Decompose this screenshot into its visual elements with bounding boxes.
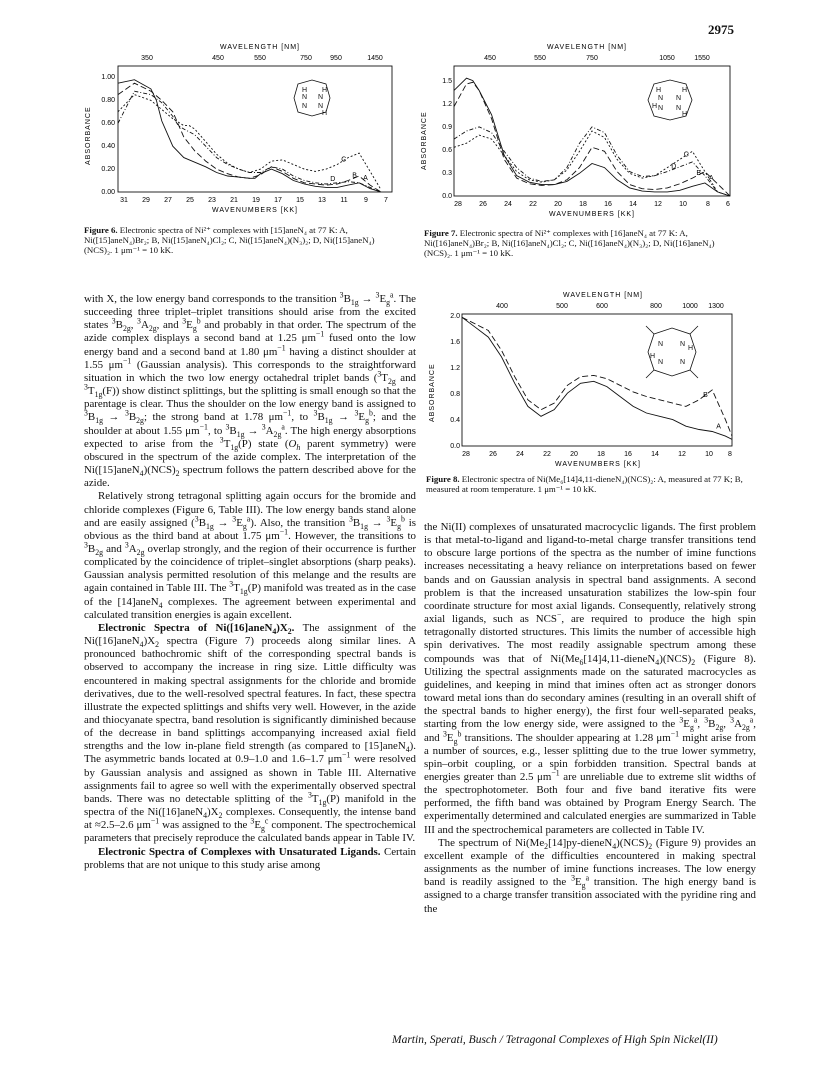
- figure-8-y-tick: 0.8: [450, 391, 460, 398]
- figure-8-bottom-tick: 28: [462, 451, 470, 458]
- figure-7-bottom-tick: 10: [679, 201, 687, 208]
- figure-6-top-axis-title: WAVELENGTH [NM]: [220, 44, 300, 51]
- figure-6-series-label: B: [352, 172, 357, 180]
- paragraph: with X, the low energy band corresponds to the transition $^3B_{1g} \to ^3E_g^a$. The succeeding three triplet–triplet transitions should arise from the excited states $^3B_{2g}$, $^3A_{2g}$, and $^3E_g^b$ and probably in that order. The spectrum of the azide complex displays a second band at 1.25 $\mu m^{-1}$ fused onto the low energy band and a second band at 1.80 $\mu m^{-1}$ having a distinct shoulder at 1.55 $\mu m^{-1}$ (Gaussian analysis). This corresponds to the straightforward situation in which the two low energy octahedral triplet bands ($^3T_{2g}$ and $^3T_{1g}(F)$) show distinct splittings, but the splitting is small enough so that the parentage is clear. Thus the shoulder on the low energy band is assigned to $^3B_{1g} \to ^3B_{2g}$; the strong band at 1.78 $\mu m^{-1}$, to $^3B_{1g} \to ^3E_g^b$; and the shoulder at about 1.55 $\mu m^{-1}$, to $^3B_{1g} \to ^3A_{2g}^a$. The high energy absorptions expected to arise from the $^3T_{1g}(P)$ state ($O_h$ parent symmetry) were obscured in the spectrum of the azide complex. The interpretation of the $Ni([15]aneN_4)(NCS)_2$ spectrum follows the pattern described above for the azide.: [84, 290, 417, 490]
- figure-6-bottom-tick: 23: [208, 197, 216, 204]
- figure-8-y-label: ABSORBANCE: [429, 363, 436, 422]
- figure-6-y-tick: 0.00: [101, 189, 115, 196]
- figure-8-bottom-tick: 18: [597, 451, 605, 458]
- figure-6-bottom-tick: 15: [296, 197, 304, 204]
- figure-6-top-tick: 450: [212, 55, 224, 62]
- figure-6-bottom-tick: 21: [230, 197, 238, 204]
- struct-atom-label: H: [656, 87, 662, 94]
- figure-8-y-tick: 1.2: [450, 365, 460, 372]
- figure-8-bottom-tick: 16: [624, 451, 632, 458]
- struct-atom-label: N: [680, 341, 686, 348]
- figure-7-bottom-tick: 24: [504, 201, 512, 208]
- figure-6-y-tick: 0.80: [101, 97, 115, 104]
- figure-8-top-tick: 400: [496, 303, 508, 310]
- figure-7-bottom-tick: 20: [554, 201, 562, 208]
- figure-7-bottom-tick: 18: [579, 201, 587, 208]
- figure-6-top-tick: 1450: [367, 55, 383, 62]
- figure-6-series-label: C: [341, 156, 347, 164]
- struct-atom-label: H: [650, 353, 656, 360]
- figure-8-series-label: A: [716, 423, 721, 431]
- figure-8-bottom-tick: 8: [728, 451, 732, 458]
- figure-7-bottom-tick: 14: [629, 201, 637, 208]
- figure-7-top-tick: 450: [484, 55, 496, 62]
- figure-6-series-d-line: [118, 91, 381, 192]
- figure-6-bottom-tick: 7: [384, 197, 388, 204]
- figure-8-frame: [462, 314, 732, 446]
- figure-7-y-ticks: [442, 78, 452, 200]
- figure-8-top-tick: 600: [596, 303, 608, 310]
- figure-7-bottom-ticks: [454, 201, 730, 208]
- paragraph: the Ni(II) complexes of unsaturated macrocyclic ligands. The first problem is that metal-to-ligand and ligand-to-metal charge transfer transitions tend to obscure large portions of the spectra as the number of imine functions increases necessitating a heavy reliance on interpretations based on fewer bands and on Gaussian analysis in spectral band assignments. A second problem is that the increased unsaturation stabilizes the low-spin four coordinate structure for most axial ligands. Consequently, relatively strong axial ligands, such as NCS−, are required to produce the high spin tetragonally distorted structures. This limits the number of accessible high spin derivatives. The most readily assignable spectrum among these compounds was that of $Ni(Me_6[14]4,11-dieneN_4)(NCS)_2$ (Figure 8). Utilizing the spectral assignments made on the saturated macrocycles as guidelines, and keeping in mind that imines often act as stronger donors toward metal ions than do secondary amines (resulting in an overall shift of the spectral bands to higher energy), the first four well-separated peaks, starting from the low energy side, were assigned to the $^3E_g^a$, $^3B_{2g}$, $^3A_{2g}^a$, and $^3E_g^b$ transitions. The shoulder appearing at 1.28 $\mu m^{-1}$ might arise from a number of sources, e.g., lesser splitting due to the true lower symmetry, spin–orbit coupling, or a spin forbidden transition. Spectral bands at energies greater than 2.5 $\mu m^{-1}$ are unreliable due to extreme slit widths of the spectrophotometer. Both four and five band iterative fits were performed, the fifth band was obtained by Program Energy Search. The experimentally determined and calculated energies are summarized in Table III and the spectrochemical parameters are collected in Table IV.: [424, 521, 757, 836]
- struct-atom-label: H: [652, 103, 658, 110]
- figure-6-top-ticks: [141, 55, 383, 62]
- figure-7-top-tick: 1050: [659, 55, 675, 62]
- paragraph: Electronic Spectra of $Ni([16]aneN_4)X_2$. The assignment of the $Ni([16]aneN_4)X_2$ spectra (Figure 7) proceeds along similar lines. A pronounced bathochromic shift of the corresponding spectral bands is observed to accompany the increase in ring size. Little difficulty was encountered in making spectral assignments for the chloride and bromide derivatives, due to the well-resolved spectral features. In fact, these spectra illustrate the expected splittings and shifts very well. However, in the azide and thiocyanate spectra, band resolution is significantly diminished because of the decrease in band splittings accompanying increased axial field strengths and the low in-plane field strength (as compared to [15]aneN$_4$). The asymmetric bands located at 0.9–1.0 and 1.6–1.7 $\mu m^{-1}$ were resolved by Gaussian analysis and assigned as shown in Table III. Alternative assignments fail to agree so well with the experimentally observed spectral bands. There was no detectable splitting of the $^3T_{1g}(P)$ manifold in the spectra of the $Ni([16]aneN_4)X_2$ complexes. Consequently, the intense band at ≈2.5–2.6 $\mu m^{-1}$ was assigned to the $^3E_g^c$ component. The spectrochemical parameters that precisely reproduce the calculated bands appear in Table IV.: [84, 621, 417, 845]
- figure-6-bottom-axis-title: WAVENUMBERS [KK]: [211, 207, 299, 214]
- figure-6-bottom-tick: 29: [142, 197, 150, 204]
- figure-7-top-tick: 750: [586, 55, 598, 62]
- figure-7-bottom-tick: 28: [454, 201, 462, 208]
- figure-6-series-c-line: [118, 95, 381, 190]
- struct-atom-label: N: [658, 359, 664, 366]
- figure-7-series-label: C: [683, 151, 689, 159]
- struct-atom-label: N: [658, 341, 664, 348]
- figure-6-top-tick: 550: [254, 55, 266, 62]
- figure-8-bottom-ticks: [462, 451, 732, 458]
- struct-atom-label: N: [680, 359, 686, 366]
- figure-7-top-ticks: [484, 55, 710, 62]
- figure-8-bottom-tick: 12: [678, 451, 686, 458]
- figure-8-top-ticks: [496, 303, 724, 310]
- struct-atom-label: N: [676, 95, 682, 102]
- figure-7-bottom-axis-title: WAVENUMBERS [KK]: [548, 211, 636, 218]
- figure-6-bottom-tick: 17: [274, 197, 282, 204]
- figure-6-top-tick: 750: [300, 55, 312, 62]
- figure-8-bottom-tick: 22: [543, 451, 551, 458]
- caption-label: Figure 6.: [84, 225, 118, 235]
- figure-7-bottom-tick: 26: [479, 201, 487, 208]
- figure-6-series-b-line: [118, 83, 381, 192]
- figure-7-series-label: A: [708, 175, 714, 182]
- figure-7-top-tick: 1550: [694, 55, 710, 62]
- figure-8-y-tick: 2.0: [450, 313, 460, 320]
- figure-6-bottom-tick: 25: [186, 197, 194, 204]
- figure-8-bottom-tick: 20: [570, 451, 578, 458]
- struct-atom-label: N: [302, 94, 308, 101]
- figure-8-top-tick: 1000: [682, 303, 698, 310]
- figure-7-y-label: ABSORBANCE: [421, 111, 428, 170]
- caption-label: Figure 8.: [426, 474, 460, 484]
- page-number: 2975: [708, 22, 734, 37]
- figure-8-top-axis-title: WAVELENGTH [NM]: [563, 292, 643, 299]
- figure-8-bottom-tick: 10: [705, 451, 713, 458]
- figure-7-bottom-tick: 6: [726, 201, 730, 208]
- figure-6-bottom-tick: 27: [164, 197, 172, 204]
- struct-atom-label: N: [658, 95, 664, 102]
- struct-atom-label: N: [318, 103, 324, 110]
- struct-atom-label: H: [322, 87, 328, 94]
- figure-8-structure: [646, 326, 698, 378]
- figure-6-frame: [118, 66, 392, 192]
- figure-6-top-tick: 950: [330, 55, 342, 62]
- figure-7-y-tick: 1.2: [442, 101, 452, 108]
- struct-atom-label: H: [688, 345, 694, 352]
- figure-6-bottom-tick: 19: [252, 197, 260, 204]
- figure-7-y-tick: 0.0: [442, 193, 452, 200]
- figure-8-y-tick: 0.4: [450, 417, 460, 424]
- struct-atom-label: N: [676, 105, 682, 112]
- figure-6-chart: [80, 40, 400, 222]
- figure-7-bottom-tick: 8: [706, 201, 710, 208]
- figure-7-bottom-tick: 16: [604, 201, 612, 208]
- figure-8-series-label: B: [703, 391, 708, 399]
- figure-8-top-tick: 500: [556, 303, 568, 310]
- figure-6-y-tick: 0.40: [101, 143, 115, 150]
- figure-6-bottom-tick: 9: [364, 197, 368, 204]
- figure-6-series-label: D: [330, 176, 336, 183]
- struct-atom-label: N: [302, 103, 308, 110]
- caption-label: Figure 7.: [424, 228, 458, 238]
- figure-7-y-tick: 0.6: [442, 147, 452, 154]
- figure-7-series-label: D: [671, 163, 677, 171]
- figure-7-series-label: B: [696, 170, 702, 178]
- figure-6-bottom-ticks: [120, 197, 388, 204]
- figure-7-series-a-line: [454, 78, 730, 196]
- figure-7-chart: [412, 40, 742, 222]
- figure-6-bottom-tick: 31: [120, 197, 128, 204]
- paragraph: Relatively strong tetragonal splitting again occurs for the bromide and chloride complexes (Figure 6, Table III). The low energy bands stand alone and are easily assigned $(^3B_{1g} \to ^3E_g^a)$. Also, the transition $^3B_{1g} \to ^3E_g^b$ is obvious as the third band at about 1.75 $\mu m^{-1}$. However, the transitions to $^3B_{2g}$ and $^3A_{2g}$ overlap strongly, and the region of their occurrence is further complicated by the coincidence of triplet–singlet absorptions (sharp peaks). Gaussian analysis permitted resolution of this melange and the results are again contained in Table III. The $^3T_{1g}(P)$ manifold was treated as in the case of the [14]aneN$_4$ complexes. The agreement between experimental and calculated transition energies is again excellent.: [84, 490, 417, 621]
- figure-6-y-tick: 1.00: [101, 74, 115, 81]
- figure-6-series-label: A: [363, 174, 368, 182]
- figure-8-bottom-axis-title: WAVENUMBERS [KK]: [554, 461, 642, 468]
- caption-text: Electronic spectra of Ni²⁺ complexes with [15]aneN₄ at 77 K: A, Ni([15]aneN₄)Br₂; B, Ni([15]aneN₄)Cl₂; C, Ni([15]aneN₄)(N₃)₂; D, Ni([15]aneN₄)(NCS)₂. 1 μm⁻¹ = 10 kK.: [84, 225, 375, 256]
- struct-atom-label: N: [658, 105, 664, 112]
- figure-7-series-d-line: [454, 127, 730, 196]
- figure-6-bottom-tick: 13: [318, 197, 326, 204]
- figure-8-y-tick: 0.0: [450, 443, 460, 450]
- figure-7-bottom-tick: 22: [529, 201, 537, 208]
- struct-atom-label: H: [682, 87, 688, 94]
- figure-7-top-tick: 550: [534, 55, 546, 62]
- figure-7-series-b-line: [454, 82, 730, 196]
- figure-8-series-b-line: [462, 317, 732, 436]
- figure-6-y-tick: 0.20: [101, 166, 115, 173]
- figure-6-structure: [294, 80, 330, 117]
- figure-7-y-tick: 0.9: [442, 124, 452, 131]
- figure-6-top-tick: 350: [141, 55, 153, 62]
- figure-7-structure: [648, 80, 692, 120]
- figure-8-top-tick: 800: [650, 303, 662, 310]
- struct-atom-label: H: [302, 87, 308, 94]
- figure-8-series-a-line: [462, 317, 732, 439]
- figure-8-bottom-tick: 26: [489, 451, 497, 458]
- running-footer: Martin, Sperati, Busch / Tetragonal Complexes of High Spin Nickel(II): [392, 1034, 718, 1046]
- paragraph: The spectrum of $Ni(Me_2[14]py-dieneN_4)(NCS)_2$ (Figure 9) provides an excellent example of the difficulties encountered in making spectral assignments as the number of imine functions increases. The low energy band is readily assigned to the $^3E_g^a$ transition. The high energy band is assigned to a charge transfer transition associated with the pyridine ring and the: [424, 836, 756, 915]
- figure-6-y-tick: 0.60: [101, 120, 115, 127]
- figure-7-bottom-tick: 12: [654, 201, 662, 208]
- figure-8-bottom-tick: 14: [651, 451, 659, 458]
- figure-8-caption: [426, 474, 744, 494]
- figure-7-caption: [424, 228, 742, 259]
- left-column: [84, 290, 417, 872]
- figure-8-chart: [418, 288, 748, 470]
- caption-text: Electronic spectra of Ni²⁺ complexes with [16]aneN₄ at 77 K: A, Ni([16]aneN₄)Br₂; B, Ni([16]aneN₄)Cl₂; C, Ni([16]aneN₄)(N₃)₂; D, Ni([16]aneN₄)(NCS)₂. 1 μm⁻¹ = 10 kK.: [424, 228, 715, 259]
- figure-6-y-label: ABSORBANCE: [85, 106, 92, 165]
- figure-8-top-tick: 1300: [708, 303, 724, 310]
- figure-7-y-tick: 0.3: [442, 170, 452, 177]
- figure-6-y-ticks: [101, 74, 115, 196]
- figure-7-top-axis-title: WAVELENGTH [NM]: [547, 44, 627, 51]
- figure-6-caption: [84, 225, 402, 256]
- figure-8-y-tick: 1.6: [450, 339, 460, 346]
- figure-8-bottom-tick: 24: [516, 451, 524, 458]
- right-column: [424, 521, 756, 916]
- caption-text: Electronic spectra of Ni(Me₆[14]4,11-dieneN₄)(NCS)₂: A, measured at 77 K; B, measured at room temperature. 1 μm⁻¹ = 10 kK.: [426, 474, 743, 495]
- struct-atom-label: H: [682, 111, 688, 118]
- figure-6-bottom-tick: 11: [340, 197, 348, 204]
- figure-7-y-tick: 1.5: [442, 78, 452, 85]
- struct-atom-label: N: [318, 94, 324, 101]
- struct-atom-label: H: [322, 110, 328, 117]
- paragraph: Electronic Spectra of Complexes with Unsaturated Ligands. Certain problems that are not unique to this study arise among: [84, 845, 416, 871]
- figure-8-y-ticks: [450, 313, 460, 450]
